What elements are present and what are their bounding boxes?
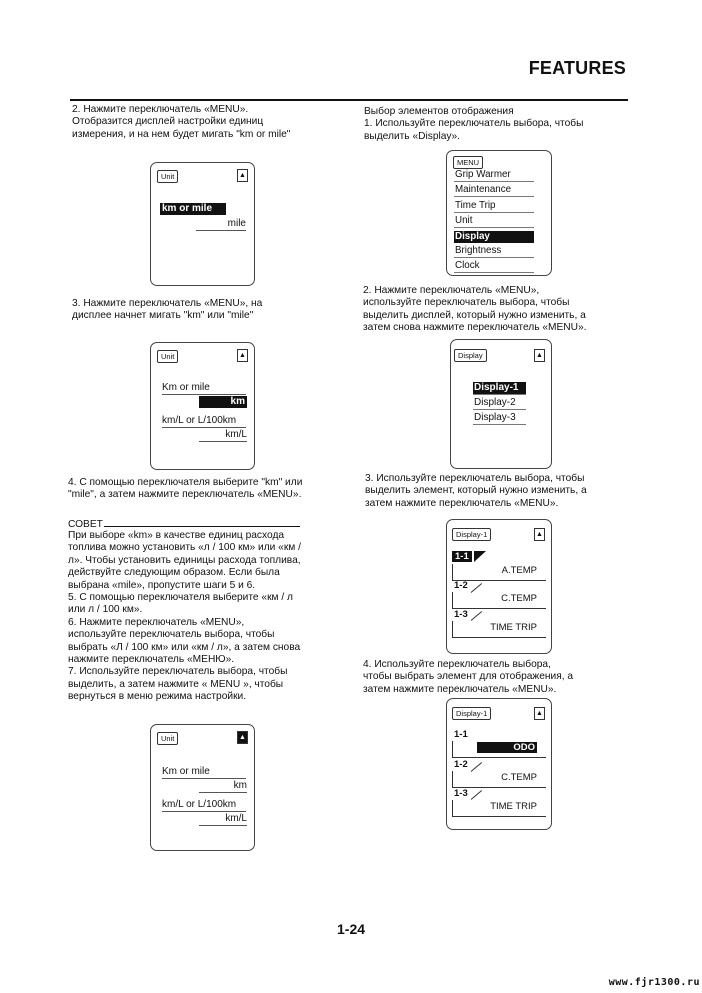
slot-number: 1-1 [454, 729, 468, 740]
slot-number: 1-2 [454, 580, 468, 591]
header-rule [70, 99, 628, 101]
unit-display-panel-1 [150, 162, 255, 286]
option-value: km/L [199, 813, 247, 826]
menu-item-maintenance: Maintenance [454, 184, 534, 197]
sovet-label: СОВЕТ [68, 519, 103, 530]
slot-value: TIME TRIP [490, 801, 537, 812]
slot-value: TIME TRIP [490, 622, 537, 633]
up-arrow-icon: ▲ [534, 528, 545, 541]
unit-display-panel-2 [150, 342, 255, 470]
up-arrow-icon: ▲ [237, 349, 248, 362]
panel-label: Unit [157, 732, 178, 745]
option-value: mile [196, 218, 246, 231]
panel-label: Display [454, 349, 487, 362]
footer-url: www.fjr1300.ru [608, 977, 700, 988]
option-label: km/L or L/100km [162, 415, 246, 428]
panel-label: Display-1 [452, 707, 491, 720]
option-value: km/L [199, 429, 247, 442]
menu-display-panel [446, 150, 552, 276]
highlighted-option: km or mile [160, 203, 226, 215]
menu-item-time-trip: Time Trip [454, 200, 534, 213]
slot-value-selected: ODO [477, 742, 537, 753]
menu-item-clock: Clock [454, 260, 534, 273]
panel-label: Unit [157, 350, 178, 363]
unit-display-panel-3 [150, 724, 255, 851]
right-step3-text: 3. Используйте переключатель выбора, чтобы выделить элемент, который нужно изменить, а затем нажмите переключатель «MENU». [365, 473, 587, 509]
display1-slot-panel-2 [446, 698, 552, 830]
up-arrow-icon: ▲ [237, 169, 248, 182]
slot-value: C.TEMP [501, 772, 537, 783]
menu-item-brightness: Brightness [454, 245, 534, 258]
menu-item-unit: Unit [454, 215, 534, 228]
right-step4-text: 4. Используйте переключатель выбора, чтобы выбрать элемент для отображения, а затем нажмите переключатель «MENU». [363, 659, 574, 695]
slot-value: A.TEMP [501, 565, 537, 576]
panel-label: Display-1 [452, 528, 491, 541]
panel-label: MENU [453, 156, 483, 169]
menu-list [454, 169, 534, 273]
slot-value: C.TEMP [501, 593, 537, 604]
option-value: km [199, 780, 247, 793]
page-header-title: FEATURES [528, 58, 626, 78]
slot-number: 1-2 [454, 759, 468, 770]
left-step4-text: 4. С помощью переключателя выберите "km" или "mile", а затем нажмите переключатель «MENU». [68, 477, 303, 501]
sovet-rule [104, 517, 300, 527]
up-arrow-icon: ▲ [534, 707, 545, 720]
left-step2-text: 2. Нажмите переключатель «MENU». Отобразится дисплей настройки единиц измерения, и на нем будет мигать "km or mile" [72, 104, 291, 140]
left-step3-text: 3. Нажмите переключатель «MENU», на дисплее начнет мигать "km" или "mile" [72, 298, 263, 322]
menu-item-display-selected: Display [454, 231, 534, 243]
slot-divider [471, 790, 482, 800]
right-step2-text: 2. Нажмите переключатель «MENU», используйте переключатель выбора, чтобы выделить дисплей, который нужно изменить, а затем снова нажмите переключатель «MENU». [363, 285, 587, 334]
slot-number-selected: 1-1 [452, 551, 472, 562]
slot-highlight-tab [474, 551, 486, 562]
option-label: Km or mile [162, 766, 246, 779]
option-label: Km or mile [162, 382, 246, 395]
display-select-panel [450, 339, 552, 469]
slot-number: 1-3 [454, 788, 468, 799]
display1-slot-panel-1 [446, 519, 552, 654]
up-arrow-icon: ▲ [534, 349, 545, 362]
sovet-body-text: При выборе «km» в качестве единиц расхода топлива можно установить «л / 100 км» или «км / л». Чтобы установить единицы расхода топлива, действуйте следующим образом. Если была выбрана «mile», пропустите шаги 5 и 6. 5. С помощью переключателя выберите «км / л или л / 100 км». 6. Нажмите переключатель «MENU», используйте переключатель выбора, чтобы выбрать «Л / 100 км» или «км / л», а затем снова нажмите переключатель «МЕНЮ». 7. Используйте переключатель выбора, чтобы выделить, а затем нажмите « MENU », чтобы вернуться в меню режима настройки. [68, 530, 301, 703]
panel-label: Unit [157, 170, 178, 183]
right-intro-text: Выбор элементов отображения 1. Используйте переключатель выбора, чтобы выделить «Display». [364, 106, 584, 142]
menu-item-grip-warmer: Grip Warmer [454, 169, 534, 182]
slot-divider [471, 611, 482, 621]
highlighted-option: km [199, 396, 247, 408]
page-number: 1-24 [337, 921, 366, 937]
display-option: Display-2 [473, 397, 526, 410]
up-arrow-icon: ▲ [237, 731, 248, 744]
display-option: Display-3 [473, 412, 526, 425]
slot-number: 1-3 [454, 609, 468, 620]
option-label: km/L or L/100km [162, 799, 246, 812]
display-option-selected: Display-1 [473, 382, 526, 395]
